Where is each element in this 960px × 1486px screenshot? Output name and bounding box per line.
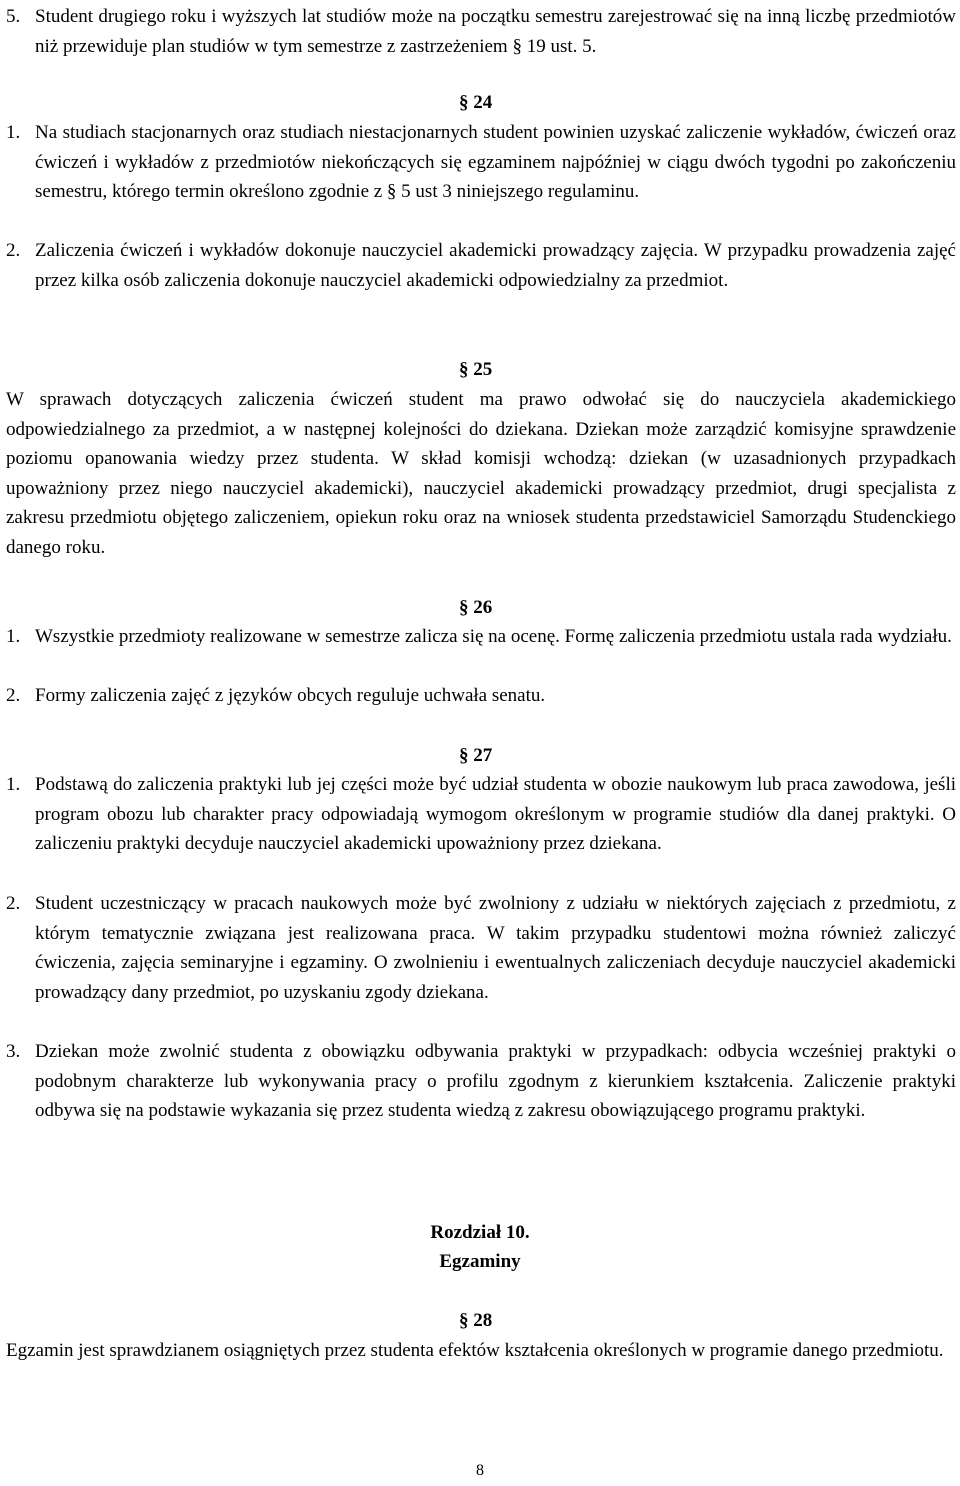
chapter-title: Egzaminy xyxy=(439,1251,521,1272)
paragraph-5 xyxy=(6,2,956,61)
paragraph-text: Na studiach stacjonarnych oraz studiach niestacjonarnych student powinien uzyskać zaliczenie wykładów, ćwiczeń oraz ćwiczeń i wykładów z przedmiotów niekończących się egzaminem najpóźniej w ciągu dwóch tygodni po zakończeniu semestru, którego termin określono zgodnie z § 5 ust 3 niniejszego regulaminu. xyxy=(35,122,956,203)
paragraph-28: Egzamin jest sprawdzianem osiągniętych przez studenta efektów kształcenia określonych w programie danego przedmiotu. xyxy=(6,1340,944,1361)
list-number: 2. xyxy=(6,240,21,261)
list-number: 1. xyxy=(6,626,21,647)
paragraph-text: Student uczestniczący w pracach naukowych może być zwolniony z udziału w niektórych zajęciach z przedmiotu, z którym tematycznie związana jest realizowana praca. W takim przypadku studentowi można również zaliczyć ćwiczenia, zajęcia seminaryjne i egzaminy. O zwolnieniu i ewentualnych zaliczeniach decyduje nauczyciel akademicki prowadzący dany przedmiot, po uzyskaniu zgody dziekana. xyxy=(35,893,956,1003)
section-heading-27: § 27 xyxy=(459,745,493,766)
paragraph-24-1 xyxy=(6,118,956,207)
paragraph-27-3 xyxy=(6,1037,956,1126)
paragraph-25: W sprawach dotyczących zaliczenia ćwiczeń student ma prawo odwołać się do nauczyciela akademickiego odpowiedzialnego za przedmiot, a w następnej kolejności do dziekana. Dziekan może zarządzić komisyjne sprawdzenie poziomu opanowania wiedzy przez studenta. W skład komisji wchodzą: dziekan (w uzasadnionych przypadkach upoważniony przez niego nauczyciel akademicki), nauczyciel akademicki prowadzący przedmiot, drugi specjalista z zakresu przedmiotu objętego zaliczeniem, opiekun roku oraz na wniosek studenta przedstawiciel Samorządu Studenckiego danego roku. xyxy=(6,389,956,558)
paragraph-text: Formy zaliczenia zajęć z języków obcych reguluje uchwała senatu. xyxy=(35,685,546,706)
paragraph-27-1 xyxy=(6,770,956,859)
paragraph-text: Dziekan może zwolnić studenta z obowiązku odbywania praktyki w przypadkach: odbycia wcześniej praktyki o podobnym charakterze lub wykonywania pracy o profilu zgodnym z kierunkiem kształcenia. Zaliczenie praktyki odbywa się na podstawie wykazania się przez studenta wiedzą z zakresu obowiązującego programu praktyki. xyxy=(35,1041,956,1122)
paragraph-text: Student drugiego roku i wyższych lat studiów może na początku semestru zarejestrować się na inną liczbę przedmiotów niż przewiduje plan studiów w tym semestrze z zastrzeżeniem § 19 ust. 5. xyxy=(35,6,956,57)
list-number: 2. xyxy=(6,893,21,914)
list-number: 3. xyxy=(6,1041,21,1062)
paragraph-text: Podstawą do zaliczenia praktyki lub jej części może być udział studenta w obozie naukowym lub praca zawodowa, jeśli program obozu lub charakter pracy odpowiadają wymogom określonym w programie studiów dla danej praktyki. O zaliczeniu praktyki decyduje nauczyciel akademicki upoważniony przez dziekana. xyxy=(35,774,956,855)
list-number: 1. xyxy=(6,774,21,795)
section-heading-26: § 26 xyxy=(459,597,493,618)
paragraph-text: Zaliczenia ćwiczeń i wykładów dokonuje nauczyciel akademicki prowadzący zajęcia. W przypadku prowadzenia zajęć przez kilka osób zaliczenia dokonuje nauczyciel akademicki odpowiedzialny za przedmiot. xyxy=(35,240,956,291)
list-number: 5. xyxy=(6,6,21,27)
section-heading-28: § 28 xyxy=(459,1310,493,1331)
paragraph-27-2 xyxy=(6,889,956,1007)
list-number: 1. xyxy=(6,122,21,143)
page-number: 8 xyxy=(476,1462,484,1479)
chapter-number: Rozdział 10. xyxy=(430,1222,530,1243)
list-number: 2. xyxy=(6,685,21,706)
section-heading-25: § 25 xyxy=(459,359,493,380)
paragraph-text: Wszystkie przedmioty realizowane w semestrze zalicza się na ocenę. Formę zaliczenia przedmiotu ustala rada wydziału. xyxy=(35,626,952,647)
paragraph-26-1 xyxy=(6,622,956,652)
section-heading-24: § 24 xyxy=(459,92,493,113)
paragraph-24-2 xyxy=(6,236,956,295)
paragraph-26-2 xyxy=(6,681,956,711)
